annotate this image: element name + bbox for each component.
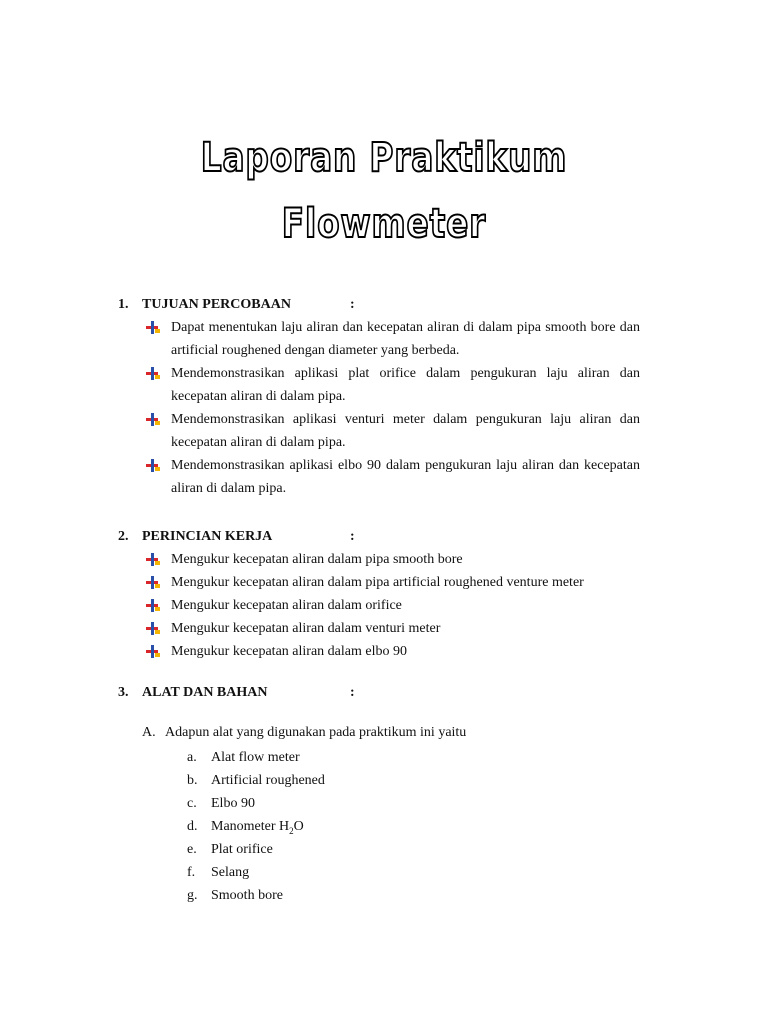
bullet-list	[118, 548, 658, 663]
title-line-2: Flowmeter	[281, 201, 487, 247]
section-number: 2.	[118, 529, 129, 544]
item-text: Plat orifice	[211, 842, 273, 857]
item-letter: e.	[187, 842, 197, 857]
list-item	[118, 884, 658, 907]
list-item	[118, 408, 640, 454]
item-text-subscript: 2	[289, 825, 294, 836]
title-line-1: Laporan Praktikum	[200, 135, 568, 181]
section-tujuan	[118, 294, 658, 500]
bullet-text: Mengukur kecepatan aliran dalam pipa artificial roughened venture meter	[171, 575, 584, 590]
bullet-text: Mengukur kecepatan aliran dalam elbo 90	[171, 644, 407, 659]
section-perincian	[118, 526, 658, 663]
list-item	[118, 316, 640, 362]
list-item	[118, 861, 658, 884]
list-item	[118, 617, 640, 640]
section-colon: :	[350, 529, 355, 544]
item-letter: f.	[187, 865, 196, 880]
red-plus-bullet-icon	[146, 459, 160, 472]
subsection-text: Adapun alat yang digunakan pada praktikum ini yaitu	[165, 725, 467, 740]
red-plus-bullet-icon	[146, 367, 160, 380]
item-text	[211, 815, 304, 838]
bullet-text: Mengukur kecepatan aliran dalam venturi meter	[171, 621, 441, 636]
list-item	[118, 838, 658, 861]
red-plus-bullet-icon	[146, 645, 160, 658]
bullet-text: Mendemonstrasikan aplikasi elbo 90 dalam pengukuran laju aliran dan kecepatan aliran di dalam pipa.	[171, 458, 640, 496]
list-item	[118, 594, 640, 617]
section-colon: :	[350, 685, 355, 700]
section-title: TUJUAN PERCOBAAN	[142, 297, 291, 312]
list-item	[118, 815, 658, 838]
item-text: Elbo 90	[211, 796, 255, 811]
bullet-text: Mengukur kecepatan aliran dalam pipa smooth bore	[171, 552, 463, 567]
list-item	[118, 769, 658, 792]
subsection-letter: A.	[142, 725, 156, 740]
tool-list	[118, 746, 658, 907]
bullet-text: Mendemonstrasikan aplikasi plat orifice dalam pengukuran laju aliran dan kecepatan aliran di dalam pipa.	[171, 366, 640, 404]
list-item	[118, 640, 640, 663]
red-plus-bullet-icon	[146, 321, 160, 334]
list-item	[118, 548, 640, 571]
red-plus-bullet-icon	[146, 553, 160, 566]
section-title: ALAT DAN BAHAN	[142, 685, 268, 700]
bullet-text: Dapat menentukan laju aliran dan kecepatan aliran di dalam pipa smooth bore dan artificial roughened dengan diameter yang berbeda.	[171, 320, 640, 358]
section-heading	[118, 682, 658, 704]
item-text-main: Manometer H	[211, 819, 290, 834]
bullet-text: Mendemonstrasikan aplikasi venturi meter dalam pengukuran laju aliran dan kecepatan aliran di dalam pipa.	[171, 412, 640, 450]
red-plus-bullet-icon	[146, 622, 160, 635]
item-text: Artificial roughened	[211, 773, 325, 788]
item-letter: g.	[187, 888, 198, 903]
section-colon: :	[350, 297, 355, 312]
red-plus-bullet-icon	[146, 576, 160, 589]
list-item	[118, 792, 658, 815]
subsection-a	[118, 722, 658, 744]
list-item	[118, 746, 658, 769]
red-plus-bullet-icon	[146, 413, 160, 426]
section-heading	[118, 526, 658, 548]
section-alat-bahan	[118, 682, 658, 907]
item-letter: b.	[187, 773, 198, 788]
list-item	[118, 571, 640, 594]
red-plus-bullet-icon	[146, 599, 160, 612]
list-item	[118, 454, 640, 500]
section-heading	[118, 294, 658, 316]
item-letter: a.	[187, 750, 197, 765]
item-text-end: O	[293, 819, 304, 834]
item-text: Selang	[211, 865, 250, 880]
item-letter: d.	[187, 819, 198, 834]
list-item	[118, 362, 640, 408]
bullet-text: Mengukur kecepatan aliran dalam orifice	[171, 598, 402, 613]
item-text: Smooth bore	[211, 888, 283, 903]
section-number: 3.	[118, 685, 129, 700]
title-block	[0, 135, 768, 252]
item-letter: c.	[187, 796, 197, 811]
item-text: Alat flow meter	[211, 750, 300, 765]
bullet-list	[118, 316, 658, 500]
section-number: 1.	[118, 297, 129, 312]
section-title: PERINCIAN KERJA	[142, 529, 273, 544]
